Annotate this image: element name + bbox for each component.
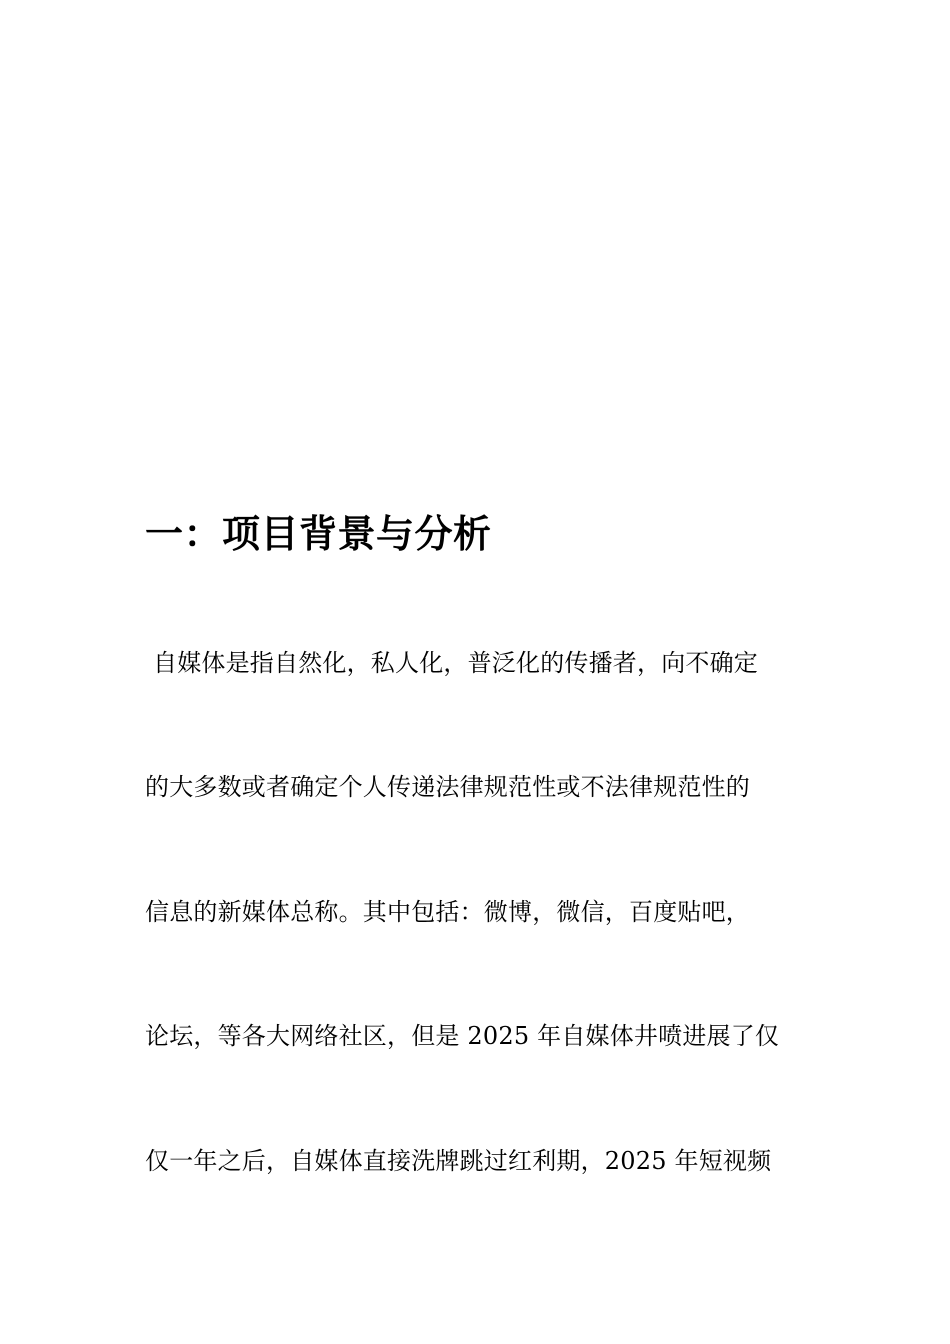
- paragraph-line: 论坛，等各大网络社区，但是 2025 年自媒体井喷进展了仅: [145, 1022, 780, 1050]
- paragraph-line: 自媒体是指自然化，私人化，普泛化的传播者，向不确定: [153, 649, 758, 677]
- paragraph-line: 仅一年之后，自媒体直接洗牌跳过红利期，2025 年短视频: [145, 1147, 772, 1175]
- paragraph-line: 的大多数或者确定个人传递法律规范性或不法律规范性的: [145, 773, 750, 801]
- paragraph-line: 信息的新媒体总称。其中包括：微博，微信，百度贴吧，: [145, 898, 750, 926]
- section-heading: 一：项目背景与分析: [145, 512, 492, 556]
